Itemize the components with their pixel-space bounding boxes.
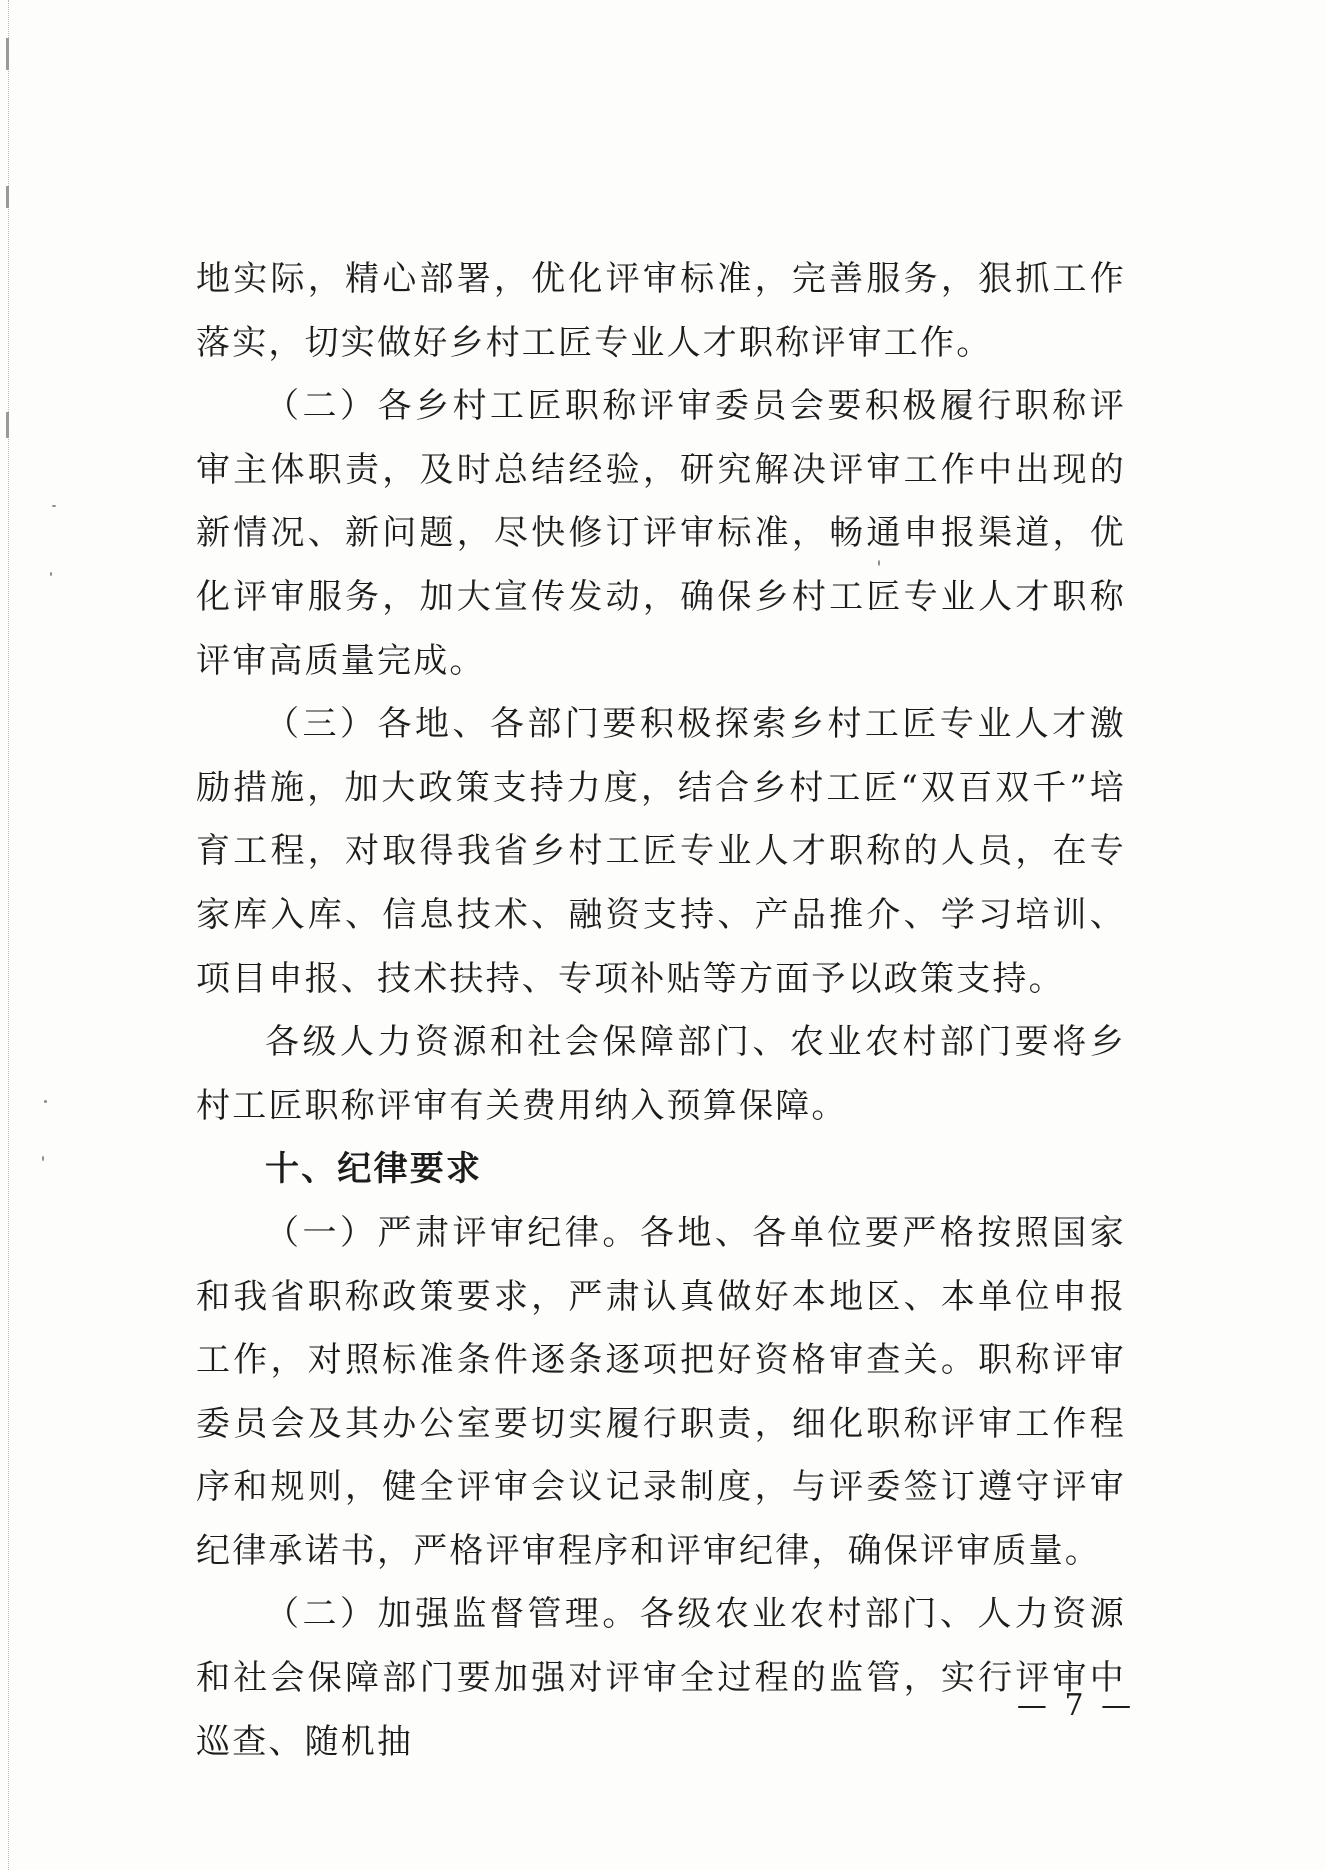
binding-line [8, 0, 9, 1870]
scan-speck [50, 572, 52, 576]
binding-mark [6, 186, 9, 208]
paragraph-item-2: （二）各乡村工匠职称评审委员会要积极履行职称评审主体职责，及时总结经验，研究解决评审工作中出现的新情况、新问题，尽快修订评审标准，畅通申报渠道，优化评审服务，加大宣传发动，确保乡村工匠专业人才职称评审高质量完成。 [196, 386, 1126, 681]
paragraph-continuation: 地实际，精心部署，优化评审标准，完善服务，狠抓工作落实，切实做好乡村工匠专业人才职称评审工作。 [196, 259, 1126, 363]
body-text [196, 248, 1126, 1774]
scan-speck [44, 1100, 47, 1103]
paragraph-budget: 各级人力资源和社会保障部门、农业农村部门要将乡村工匠职称评审有关费用纳入预算保障。 [196, 1022, 1126, 1126]
paragraph-discipline-2: （二）加强监督管理。各级农业农村部门、人力资源和社会保障部门要加强对评审全过程的监管，实行评审中巡查、随机抽 [196, 1594, 1126, 1762]
paragraph-item-3: （三）各地、各部门要积极探索乡村工匠专业人才激励措施，加大政策支持力度，结合乡村工匠“双百双千”培育工程，对取得我省乡村工匠专业人才职称的人员，在专家库入库、信息技术、融资支持、产品推介、学习培训、项目申报、技术扶持、专项补贴等方面予以政策支持。 [196, 704, 1126, 999]
page-number: — 7 — [1016, 1688, 1136, 1723]
paragraph-discipline-1: （一）严肃评审纪律。各地、各单位要严格按照国家和我省职称政策要求，严肃认真做好本地区、本单位申报工作，对照标准条件逐条逐项把好资格审查关。职称评审委员会及其办公室要切实履行职责，细化职称评审工作程序和规则，健全评审会议记录制度，与评委签订遵守评审纪律承诺书，严格评审程序和评审纪律，确保评审质量。 [196, 1212, 1126, 1571]
scan-speck [52, 505, 56, 507]
binding-mark [6, 38, 9, 70]
scan-speck [42, 1156, 44, 1161]
section-heading: 十、纪律要求 [265, 1149, 483, 1190]
binding-mark [6, 412, 9, 438]
